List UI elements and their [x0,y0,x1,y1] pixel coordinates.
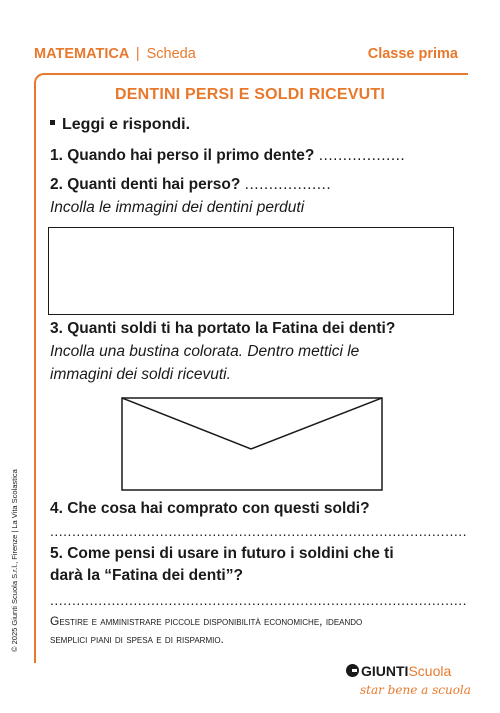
question-2 [50,176,331,194]
publisher-logo [346,663,451,679]
subject-label [34,46,196,62]
question-5-line-1: 5. Come pensi di usare in futuro i soldini che ti [50,545,394,562]
header-separator: | [135,46,140,62]
question-2-hint: Incolla le immagini dei dentini perduti [50,199,305,216]
tooth-images-box[interactable] [48,227,454,315]
subject-name: MATEMATICA [34,46,129,62]
answer-line-1[interactable]: .................. [318,147,406,164]
question-1-text: 1. Quando hai perso il primo dente? [50,147,315,164]
question-1 [50,147,405,165]
learning-objective-line-1: Gestire e amministrare piccole disponibilità economiche, ideando [50,614,363,628]
question-2-text: 2. Quanti denti hai perso? [50,176,241,193]
question-3 [50,320,395,338]
copyright-notice: © 2025 Giunti Scuola S.r.l., Firenze | La Vita Scolastica [10,469,19,652]
answer-line-4[interactable]: ............................................................................................... [50,523,468,539]
question-3-hint-line-2: immagini dei soldi ricevuti. [50,366,231,383]
learning-objective-line-2: semplici piani di spesa e di risparmio. [50,632,224,646]
logo-tagline: star bene a scuola [360,683,471,697]
answer-line-2[interactable]: .................. [244,176,332,193]
instruction [50,116,190,134]
learning-objective [50,612,460,648]
envelope-icon[interactable] [121,397,383,491]
question-4-text: 4. Che cosa hai comprato con questi soldi? [50,500,370,517]
page-header [34,46,458,66]
question-5-line-2: darà la “Fatina dei denti”? [50,567,243,584]
logo-brand: GIUNTI [361,663,409,679]
worksheet-title: DENTINI PERSI E SOLDI RICEVUTI [114,86,386,103]
sheet-label: Scheda [146,46,196,62]
instruction-text: Leggi e rispondi. [62,116,191,133]
answer-line-5[interactable]: ............................................................................................... [50,592,468,608]
question-3-hint-line-1: Incolla una bustina colorata. Dentro mettici le [50,343,360,360]
bullet-icon [50,120,55,125]
question-3-text: 3. Quanti soldi ti ha portato la Fatina dei denti? [50,320,396,337]
grade-label: Classe prima [367,46,458,62]
logo-brand-accent: Scuola [408,663,452,679]
question-4 [50,500,370,518]
g-logo-icon [346,664,359,677]
